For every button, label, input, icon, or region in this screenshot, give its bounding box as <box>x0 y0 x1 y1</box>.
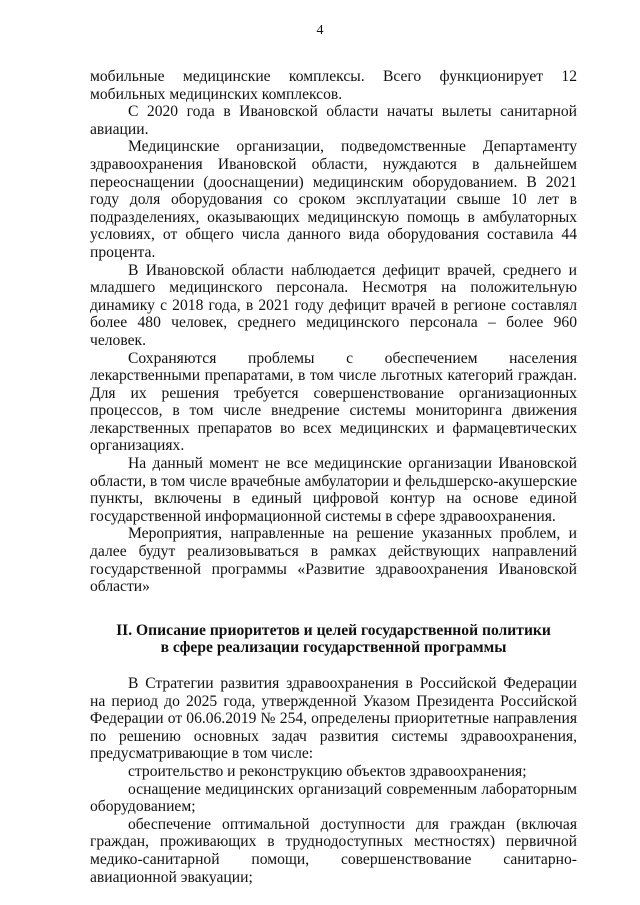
paragraph: На данный момент не все медицинские организации Ивановской области, в том числе врачебные амбулатории и фельдшерско-акушерские пункты, включены в единый цифровой контур на основе единой государственной информационной системы в сфере здравоохранения. <box>90 455 577 525</box>
paragraph: С 2020 года в Ивановской области начаты вылеты санитарной авиации. <box>90 103 577 138</box>
paragraph: мобильные медицинские комплексы. Всего функционирует 12 мобильных медицинских комплексов. <box>90 68 577 103</box>
paragraph: Медицинские организации, подведомственные Департаменту здравоохранения Ивановской области, нуждаются в дальнейшем переоснащении (дооснащении) медицинским оборудованием. В 2021 году доля оборудования со сроком эксплуатации свыше 10 лет в подразделениях, оказывающих медицинскую помощь в амбулаторных условиях, от общего числа данного вида оборудования составила 44 процента. <box>90 138 577 261</box>
section-heading-line-1: II. Описание приоритетов и целей государственной политики <box>116 621 551 639</box>
document-body <box>90 68 577 886</box>
paragraph: В Ивановской области наблюдается дефицит врачей, среднего и младшего медицинского персонала. Несмотря на положительную динамику с 2018 года, в 2021 году дефицит врачей в регионе составлял более 480 человек, среднего медицинского персонала – более 960 человек. <box>90 261 577 349</box>
paragraphs-top <box>90 68 577 596</box>
paragraph: В Стратегии развития здравоохранения в Российской Федерации на период до 2025 года, утвержденной Указом Президента Российской Федерации от 06.06.2019 № 254, определены приоритетные направления по решению основных задач развития системы здравоохранения, предусматривающие в том числе: <box>90 675 577 763</box>
spacer <box>90 596 577 622</box>
paragraph: оснащение медицинских организаций современным лабораторным оборудованием; <box>90 780 577 816</box>
spacer <box>90 657 577 675</box>
section-heading-line-2: в сфере реализации государственной программы <box>160 639 507 657</box>
paragraph: строительство и реконструкцию объектов здравоохранения; <box>128 762 527 780</box>
paragraph: обеспечение оптимальной доступности для граждан (включая граждан, проживающих в труднодоступных местностях) первичной медико-санитарной помощи, совершенствование санитарно-авиационной эвакуации; <box>90 815 577 886</box>
paragraph: Мероприятия, направленные на решение указанных проблем, и далее будут реализовываться в рамках действующих направлений государственной программы «Развитие здравоохранения Ивановской области» <box>90 525 577 596</box>
page-number: 4 <box>316 23 324 38</box>
paragraphs-bottom <box>90 675 577 886</box>
paragraph: Сохраняются проблемы с обеспечением населения лекарственными препаратами, в том числе льготных категорий граждан. Для их решения требуется совершенствование организационных процессов, в том числе внедрение системы мониторинга движения лекарственных препаратов во всех медицинских и фармацевтических организациях. <box>90 349 577 455</box>
